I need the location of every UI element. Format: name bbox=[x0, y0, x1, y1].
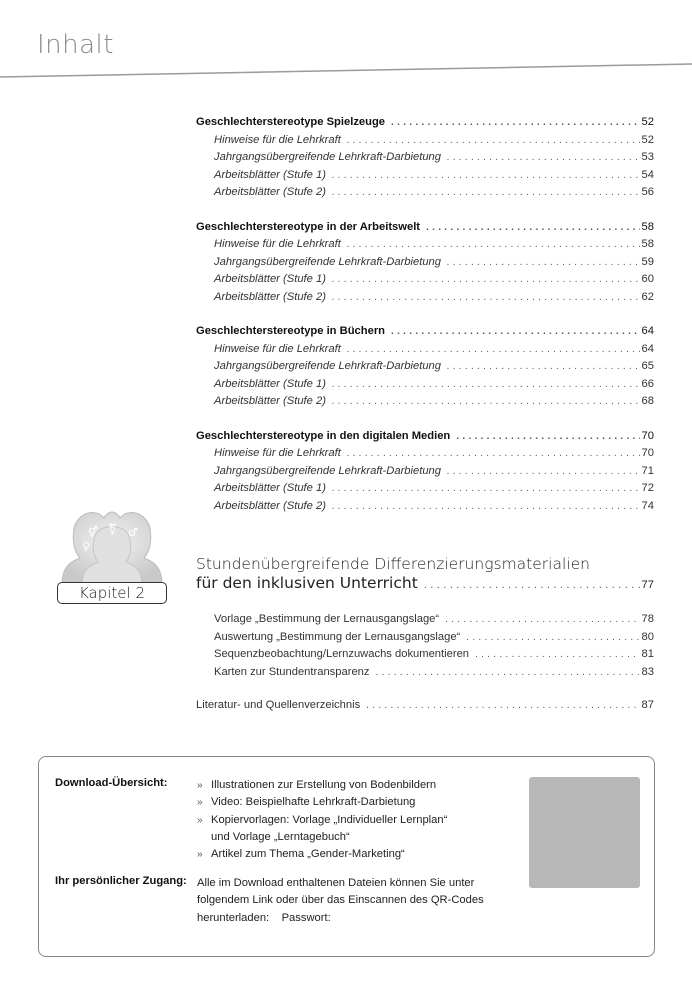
chapter-item[interactable] bbox=[196, 629, 654, 647]
bullet-icon: » bbox=[197, 814, 203, 826]
leader-dots bbox=[347, 341, 640, 359]
toc-row-label: Hinweise für die Lehrkraft bbox=[214, 133, 341, 146]
bullet-icon: » bbox=[197, 780, 203, 791]
leader-dots bbox=[424, 576, 642, 595]
toc-row-page: 71 bbox=[641, 464, 654, 477]
toc-row-page: 53 bbox=[641, 151, 654, 163]
leader-dots bbox=[347, 236, 640, 254]
toc-row-label: Geschlechterstereotype in den digitalen Medien bbox=[196, 429, 451, 442]
leader-dots bbox=[332, 184, 640, 202]
leader-dots bbox=[447, 463, 640, 481]
toc-row-label: Literatur- und Quellenverzeichnis bbox=[196, 699, 361, 711]
download-list-item bbox=[197, 794, 447, 811]
download-item-text: und Vorlage „Lerntagebuch“ bbox=[211, 830, 350, 843]
chapter-title-row[interactable] bbox=[196, 574, 654, 595]
leader-dots bbox=[366, 697, 639, 715]
toc-row-page: 58 bbox=[641, 238, 654, 250]
access-heading: Ihr persönlicher Zugang: bbox=[55, 875, 187, 887]
toc-section-heading[interactable] bbox=[196, 323, 654, 341]
download-item-text: Kopiervorlagen: Vorlage „Individueller Lernplan“ bbox=[211, 813, 448, 826]
toc-row-page: 52 bbox=[641, 116, 654, 128]
toc-row-label: Hinweise für die Lehrkraft bbox=[214, 238, 341, 250]
toc-row-label: Arbeitsblätter (Stufe 2) bbox=[214, 186, 326, 198]
download-box bbox=[38, 756, 655, 957]
leader-dots bbox=[332, 393, 640, 411]
toc-row-label: Geschlechterstereotype in Büchern bbox=[196, 325, 386, 337]
chapter-item[interactable] bbox=[196, 611, 654, 629]
toc-subitem[interactable] bbox=[196, 463, 654, 481]
chapter-block bbox=[196, 555, 654, 681]
download-list bbox=[197, 777, 447, 863]
chapter-items bbox=[196, 611, 654, 681]
toc-row-page: 80 bbox=[641, 630, 654, 643]
toc-row-label: Arbeitsblätter (Stufe 1) bbox=[214, 482, 326, 494]
toc-subitem[interactable] bbox=[196, 376, 654, 394]
toc-group bbox=[196, 323, 654, 411]
toc-row-label: Arbeitsblätter (Stufe 1) bbox=[214, 168, 326, 181]
leader-dots bbox=[475, 646, 640, 664]
toc-subitem[interactable] bbox=[196, 289, 654, 307]
leader-dots bbox=[332, 271, 640, 289]
toc-group bbox=[196, 219, 654, 307]
download-item-text: Video: Beispielhafte Lehrkraft-Darbietung bbox=[211, 796, 416, 809]
toc-row-page: 68 bbox=[641, 395, 654, 407]
leader-dots bbox=[391, 323, 640, 341]
toc-subitem[interactable] bbox=[196, 167, 654, 185]
access-line: herunterladen: Passwort: bbox=[197, 911, 331, 924]
toc-row-page: 60 bbox=[641, 273, 654, 285]
chapter-page-number: 77 bbox=[641, 579, 654, 591]
toc-row-bibliography[interactable] bbox=[196, 697, 654, 715]
download-list-item bbox=[197, 812, 447, 829]
leader-dots bbox=[375, 664, 639, 682]
toc-row-page: 52 bbox=[641, 133, 654, 146]
toc-row-label: Geschlechterstereotype in der Arbeitswelt bbox=[196, 220, 421, 233]
gender-figures-illustration bbox=[52, 506, 172, 586]
chapter-title-line1[interactable]: Stundenübergreifende Differenzierungsmaterialien bbox=[196, 555, 590, 573]
leader-dots bbox=[447, 149, 640, 167]
chapter-badge-label: Kapitel 2 bbox=[57, 582, 167, 604]
toc-row-page: 56 bbox=[641, 186, 654, 198]
toc-section-heading[interactable] bbox=[196, 428, 654, 446]
toc-subitem[interactable] bbox=[196, 445, 654, 463]
svg-text:♂: ♂ bbox=[128, 526, 138, 539]
toc-groups bbox=[196, 114, 654, 515]
toc-row-page: 66 bbox=[641, 377, 654, 390]
leader-dots bbox=[447, 358, 640, 376]
toc-row-label: Vorlage „Bestimmung der Lernausgangslage“ bbox=[214, 613, 440, 625]
toc-row-page: 59 bbox=[641, 255, 654, 268]
leader-dots bbox=[332, 480, 640, 498]
chapter-badge bbox=[52, 506, 172, 606]
download-overview-heading: Download-Übersicht: bbox=[55, 777, 168, 789]
leader-dots bbox=[347, 445, 640, 463]
toc-subitem[interactable] bbox=[196, 498, 654, 516]
toc-row-page: 65 bbox=[641, 360, 654, 372]
download-item-text: Artikel zum Thema „Gender-Marketing“ bbox=[211, 848, 405, 861]
leader-dots bbox=[347, 132, 640, 150]
toc-row-label: Jahrgangsübergreifende Lehrkraft-Darbietung bbox=[214, 464, 442, 477]
toc-row-page: 70 bbox=[641, 447, 654, 459]
leader-dots bbox=[426, 219, 640, 237]
toc-row-page: 74 bbox=[641, 499, 654, 512]
toc-subitem[interactable] bbox=[196, 132, 654, 150]
toc-section-heading[interactable] bbox=[196, 114, 654, 132]
toc-row-page: 54 bbox=[641, 168, 654, 181]
toc-subitem[interactable] bbox=[196, 236, 654, 254]
header-divider-curve bbox=[0, 60, 692, 90]
toc-row-label: Auswertung „Bestimmung der Lernausgangslage“ bbox=[214, 630, 461, 643]
toc-subitem[interactable] bbox=[196, 393, 654, 411]
toc-row-page: 78 bbox=[641, 613, 654, 625]
toc-subitem[interactable] bbox=[196, 149, 654, 167]
toc-section-heading[interactable] bbox=[196, 219, 654, 237]
toc-row-label: Arbeitsblätter (Stufe 2) bbox=[214, 395, 326, 407]
toc-subitem[interactable] bbox=[196, 271, 654, 289]
toc-row-label: Karten zur Stundentransparenz bbox=[214, 665, 370, 678]
leader-dots bbox=[447, 254, 640, 272]
table-of-contents bbox=[196, 114, 654, 715]
toc-row-label: Jahrgangsübergreifende Lehrkraft-Darbietung bbox=[214, 151, 442, 163]
access-line: folgendem Link oder über das Einscannen des QR-Codes bbox=[197, 894, 484, 907]
page-title: Inhalt bbox=[37, 30, 114, 60]
toc-row-label: Jahrgangsübergreifende Lehrkraft-Darbietung bbox=[214, 255, 442, 268]
toc-row-label: Arbeitsblätter (Stufe 2) bbox=[214, 499, 326, 512]
download-list-item bbox=[197, 846, 447, 863]
toc-row-label: Hinweise für die Lehrkraft bbox=[214, 342, 341, 355]
download-list-item bbox=[197, 777, 447, 794]
toc-row-page: 72 bbox=[641, 482, 654, 494]
toc-subitem[interactable] bbox=[196, 341, 654, 359]
svg-text:⚧: ⚧ bbox=[108, 523, 118, 536]
toc-row-label: Hinweise für die Lehrkraft bbox=[214, 447, 341, 459]
leader-dots bbox=[332, 498, 640, 516]
toc-row-page: 62 bbox=[641, 290, 654, 303]
download-item-text: Illustrationen zur Erstellung von Bodenbildern bbox=[211, 779, 437, 791]
toc-row-label: Jahrgangsübergreifende Lehrkraft-Darbietung bbox=[214, 360, 442, 372]
toc-row-label: Geschlechterstereotype Spielzeuge bbox=[196, 116, 386, 128]
qr-code-placeholder[interactable] bbox=[529, 777, 640, 888]
toc-row-label: Arbeitsblätter (Stufe 2) bbox=[214, 290, 326, 303]
leader-dots bbox=[445, 611, 639, 629]
toc-row-page: 70 bbox=[641, 429, 654, 442]
access-text bbox=[197, 875, 507, 927]
toc-group bbox=[196, 114, 654, 202]
toc-row-label: Arbeitsblätter (Stufe 1) bbox=[214, 273, 326, 285]
bullet-icon: » bbox=[197, 797, 203, 809]
chapter-item[interactable] bbox=[196, 664, 654, 682]
toc-group bbox=[196, 428, 654, 516]
toc-subitem[interactable] bbox=[196, 184, 654, 202]
svg-text:♀: ♀ bbox=[82, 540, 91, 553]
toc-row-page: 64 bbox=[641, 342, 654, 355]
toc-subitem[interactable] bbox=[196, 254, 654, 272]
toc-row-page: 64 bbox=[641, 325, 654, 337]
leader-dots bbox=[332, 167, 640, 185]
leader-dots bbox=[391, 114, 640, 132]
toc-row-page: 81 bbox=[641, 648, 654, 660]
toc-row-label: Arbeitsblätter (Stufe 1) bbox=[214, 377, 326, 390]
toc-subitem[interactable] bbox=[196, 358, 654, 376]
toc-row-page: 58 bbox=[641, 220, 654, 233]
access-line: Alle im Download enthaltenen Dateien können Sie unter bbox=[197, 877, 475, 889]
toc-row-page: 83 bbox=[641, 665, 654, 678]
leader-dots bbox=[332, 376, 640, 394]
leader-dots bbox=[466, 629, 639, 647]
toc-subitem[interactable] bbox=[196, 480, 654, 498]
download-list-item bbox=[197, 829, 447, 846]
svg-text:⚥: ⚥ bbox=[88, 526, 98, 539]
toc-row-label: Sequenzbeobachtung/Lernzuwachs dokumentieren bbox=[214, 648, 470, 660]
leader-dots bbox=[332, 289, 640, 307]
leader-dots bbox=[456, 428, 639, 446]
chapter-title-line2: für den inklusiven Unterricht bbox=[196, 574, 418, 592]
toc-row-page: 87 bbox=[641, 699, 654, 711]
bullet-icon: » bbox=[197, 849, 203, 861]
chapter-item[interactable] bbox=[196, 646, 654, 664]
